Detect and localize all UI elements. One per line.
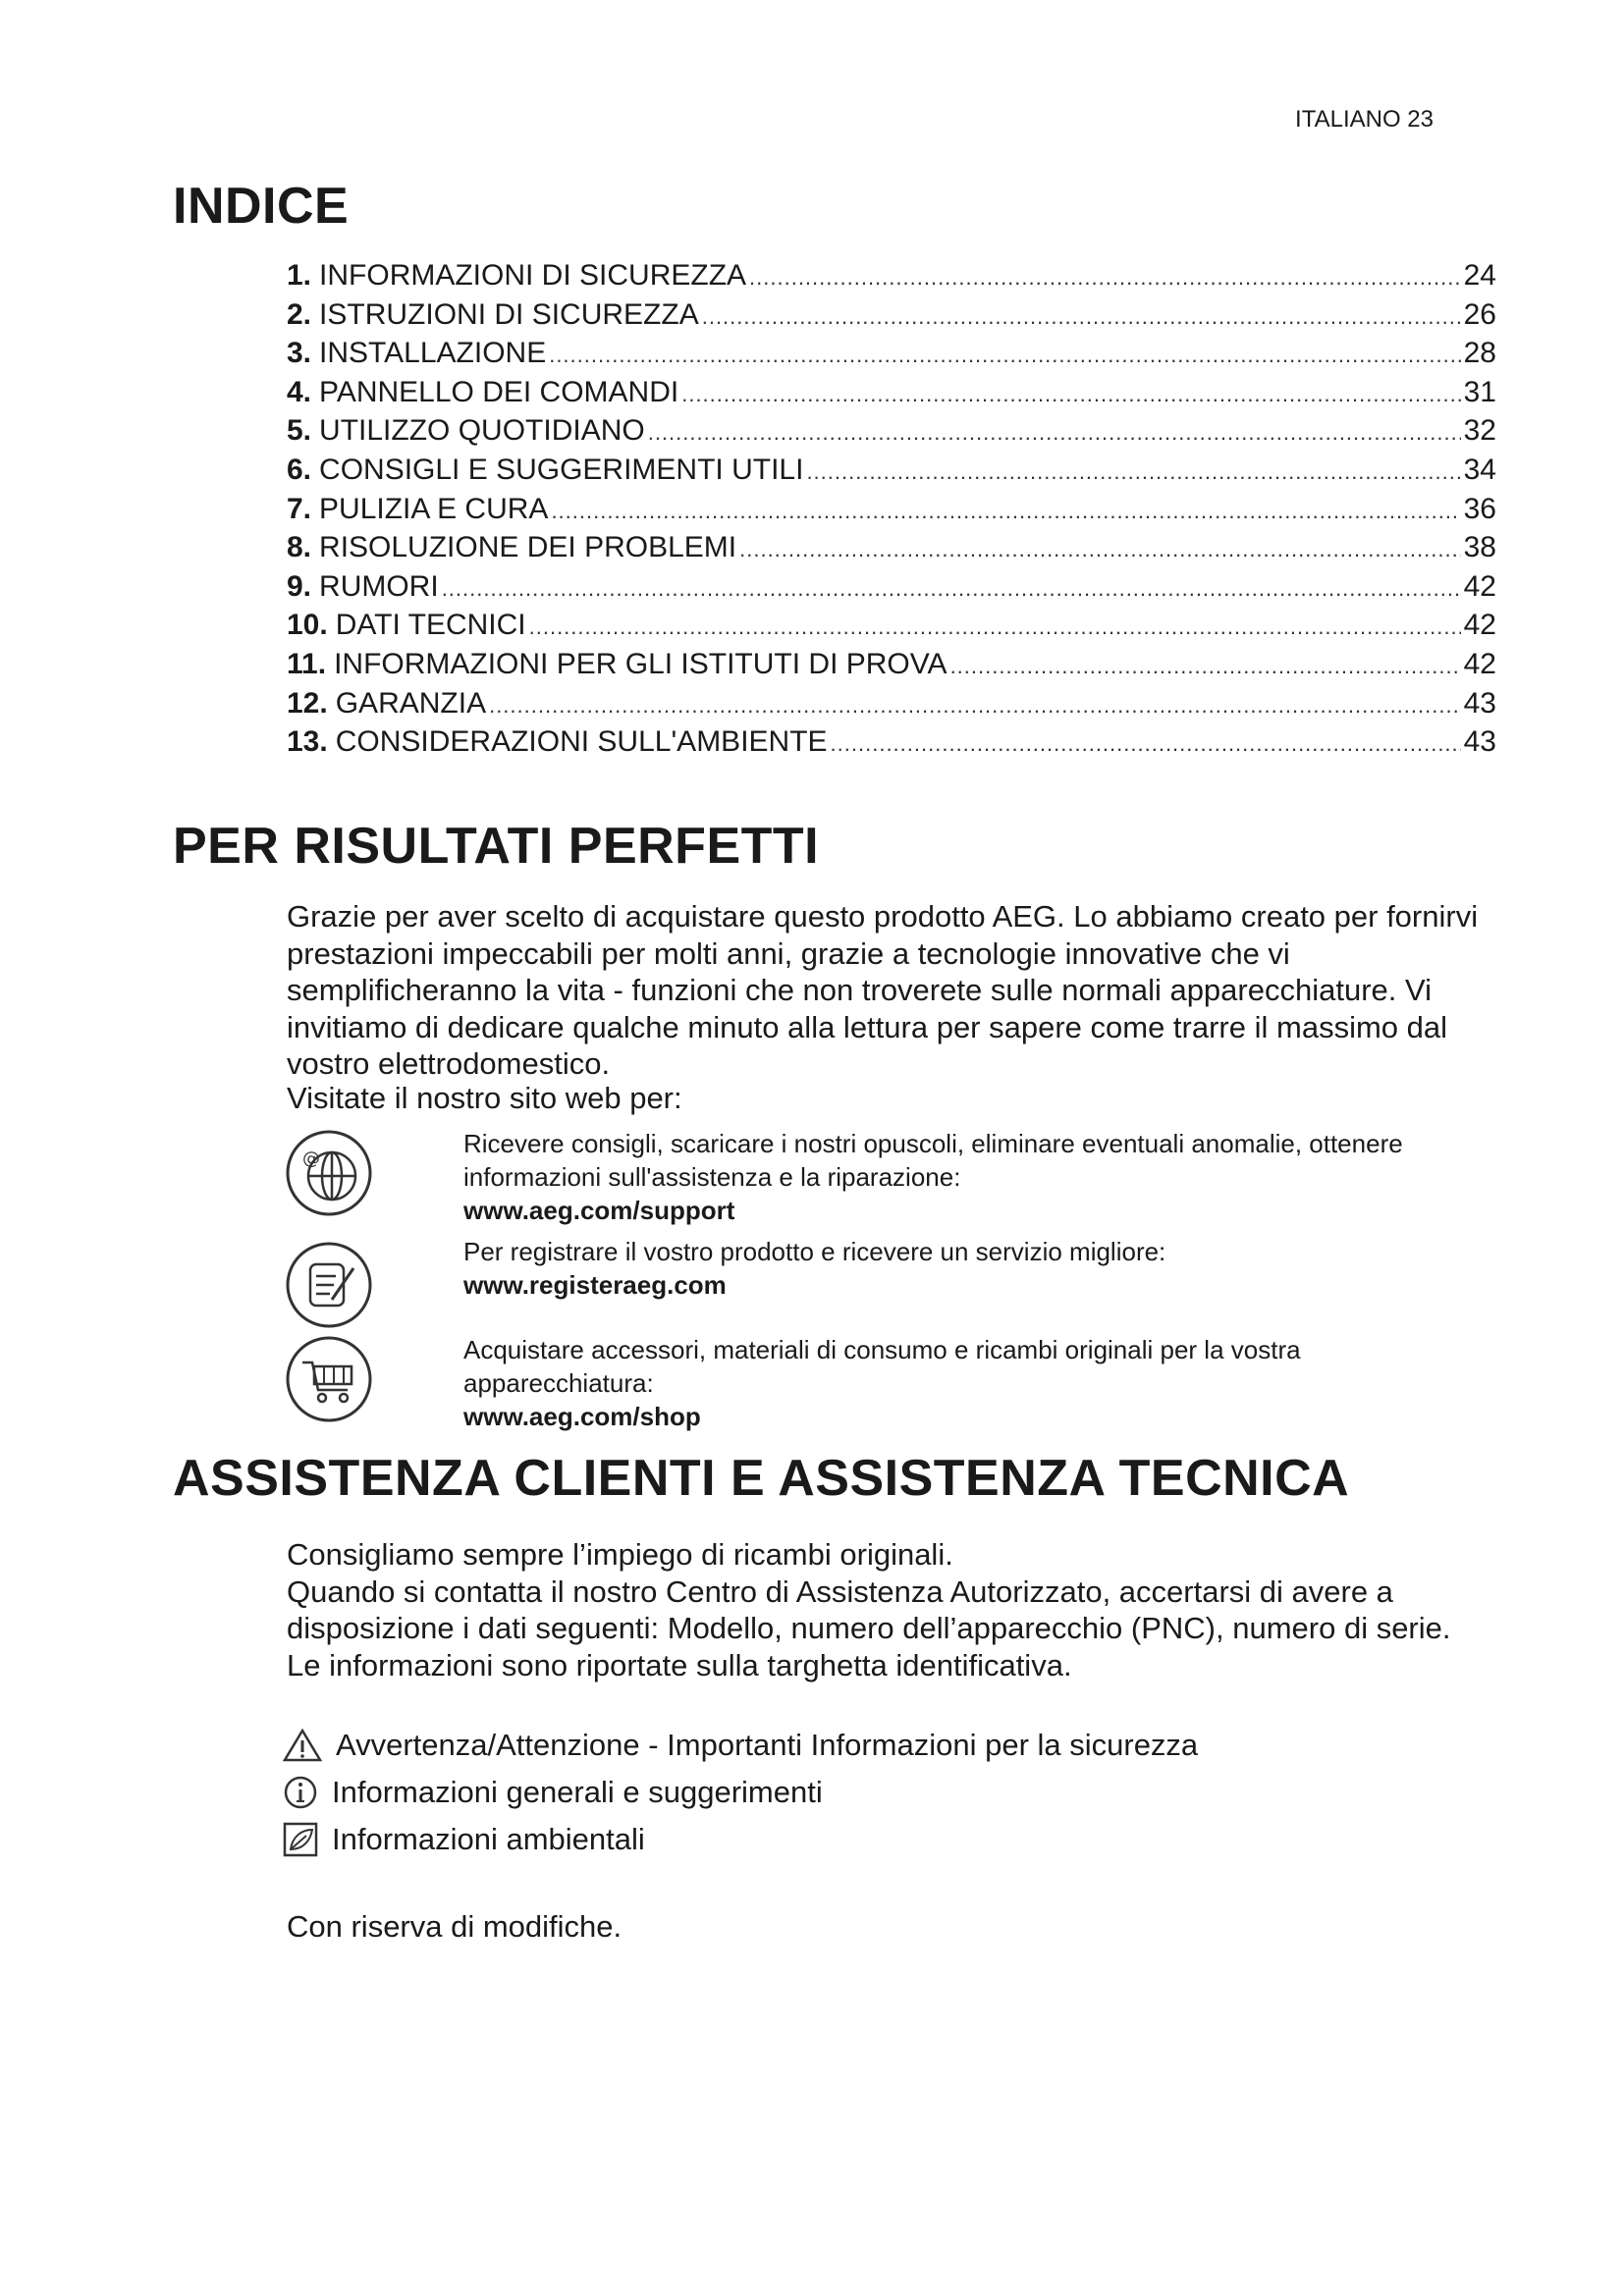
legend-info	[283, 1775, 823, 1810]
toc-dot-leader	[551, 499, 1460, 524]
page-header-label: ITALIANO 23	[1295, 106, 1434, 133]
service-description	[463, 1333, 1494, 1433]
legend-warning	[283, 1728, 1198, 1763]
toc-dot-leader	[681, 382, 1460, 407]
toc-entry-page: 38	[1463, 531, 1496, 564]
toc-entry-page: 42	[1463, 609, 1496, 642]
toc-entry-number: 6.	[287, 453, 312, 486]
intro-paragraph: Grazie per aver scelto di acquistare questo prodotto AEG. Lo abbiamo creato per fornirvi prestazioni impeccabili per molti anni, grazie a tecnologie innovative che vi semplificheranno la vita - funzioni che non troverete sulle normali apparecchiature. Vi invitiamo di dedicare qualche minuto alla lettura per sapere come trarre il massimo dal vostro elettrodomestico.	[287, 899, 1479, 1082]
toc-entry-label: GARANZIA	[335, 686, 487, 720]
toc-entry-page: 24	[1463, 259, 1496, 292]
visit-label: Visitate il nostro sito web per:	[287, 1081, 682, 1115]
leaf-icon	[283, 1822, 318, 1857]
toc-entry-page: 43	[1463, 686, 1496, 720]
toc-entry-number: 3.	[287, 337, 312, 370]
toc-entry-page: 26	[1463, 297, 1496, 331]
toc-entry-number: 12.	[287, 686, 328, 720]
toc-entry-number: 13.	[287, 725, 328, 759]
toc-entry-page: 32	[1463, 414, 1496, 448]
toc-entry-number: 5.	[287, 414, 312, 448]
toc-entry-10[interactable]	[287, 609, 1496, 648]
toc-entry-label: PANNELLO DEI COMANDI	[319, 375, 679, 408]
svg-text:@: @	[302, 1148, 320, 1169]
info-icon	[283, 1775, 318, 1810]
toc-dot-leader	[529, 614, 1461, 640]
legend-environment	[283, 1822, 645, 1857]
toc-entry-page: 31	[1463, 375, 1496, 408]
shopping-cart-icon	[285, 1335, 373, 1423]
toc-entry-label: PULIZIA E CURA	[319, 492, 549, 525]
service-text: Acquistare accessori, materiali di consumo e ricambi originali per la vostra apparecchiatura:	[463, 1335, 1301, 1398]
toc-entry-number: 1.	[287, 259, 312, 292]
toc-entry-13[interactable]	[287, 725, 1496, 765]
toc-entry-label: RISOLUZIONE DEI PROBLEMI	[319, 531, 737, 564]
toc-entry-page: 43	[1463, 725, 1496, 759]
support-title: ASSISTENZA CLIENTI E ASSISTENZA TECNICA	[173, 1450, 1350, 1507]
toc-entry-label: CONSIGLI E SUGGERIMENTI UTILI	[319, 453, 804, 486]
toc-dot-leader	[739, 537, 1461, 562]
toc-dot-leader	[806, 459, 1460, 485]
toc-entry-3[interactable]	[287, 337, 1496, 376]
toc-entry-8[interactable]	[287, 531, 1496, 570]
legend-label: Avvertenza/Attenzione - Importanti Informazioni per la sicurezza	[336, 1728, 1199, 1762]
toc-entry-5[interactable]	[287, 414, 1496, 454]
toc-entry-number: 2.	[287, 297, 312, 331]
toc-entry-4[interactable]	[287, 376, 1496, 415]
service-text: Per registrare il vostro prodotto e ricevere un servizio migliore:	[463, 1237, 1166, 1266]
toc-dot-leader	[749, 265, 1461, 291]
toc-entry-page: 28	[1463, 337, 1496, 370]
toc-entry-label: CONSIDERAZIONI SULL'AMBIENTE	[335, 725, 828, 759]
toc-entry-page: 42	[1463, 647, 1496, 680]
toc-entry-number: 9.	[287, 569, 312, 603]
legend-label: Informazioni ambientali	[332, 1822, 645, 1856]
toc-entry-label: DATI TECNICI	[335, 609, 526, 642]
toc-dot-leader	[549, 343, 1460, 368]
toc-dot-leader	[702, 304, 1461, 330]
support-paragraph: Consigliamo sempre l’impiego di ricambi originali. Quando si contatta il nostro Centro di Assistenza Autorizzato, accertarsi di avere a disposizione i dati seguenti: Modello, numero dell’apparecchio (PNC), numero di serie. Le informazioni sono riportate sulla targhetta identificativa.	[287, 1537, 1451, 1682]
toc-entry-number: 11.	[287, 647, 327, 680]
toc-entry-7[interactable]	[287, 493, 1496, 532]
toc-entry-page: 34	[1463, 453, 1496, 486]
toc-entry-page: 36	[1463, 492, 1496, 525]
toc-entry-9[interactable]	[287, 570, 1496, 610]
register-link[interactable]: www.registeraeg.com	[463, 1270, 727, 1300]
toc-entry-label: INSTALLAZIONE	[319, 337, 547, 370]
toc-entry-6[interactable]	[287, 454, 1496, 493]
warning-icon	[283, 1728, 322, 1763]
service-description	[463, 1127, 1494, 1227]
toc-entry-number: 7.	[287, 492, 312, 525]
toc-entry-label: UTILIZZO QUOTIDIANO	[319, 414, 645, 448]
toc-entry-label: ISTRUZIONI DI SICUREZZA	[319, 297, 699, 331]
toc-entry-number: 4.	[287, 375, 312, 408]
service-description	[463, 1235, 1494, 1302]
toc-dot-leader	[950, 654, 1461, 679]
shop-link[interactable]: www.aeg.com/shop	[463, 1402, 701, 1431]
toc-entry-number: 8.	[287, 531, 312, 564]
table-of-contents	[287, 259, 1496, 765]
toc-dot-leader	[831, 731, 1461, 757]
support-link[interactable]: www.aeg.com/support	[463, 1196, 735, 1225]
toc-dot-leader	[442, 576, 1461, 602]
globe-icon	[285, 1129, 373, 1217]
toc-entry-label: INFORMAZIONI PER GLI ISTITUTI DI PROVA	[334, 647, 947, 680]
toc-dot-leader	[489, 693, 1461, 719]
toc-entry-number: 10.	[287, 609, 328, 642]
legend-label: Informazioni generali e suggerimenti	[332, 1775, 823, 1809]
index-title: INDICE	[173, 178, 350, 235]
toc-entry-12[interactable]	[287, 687, 1496, 726]
toc-entry-2[interactable]	[287, 298, 1496, 338]
registration-icon	[285, 1241, 373, 1329]
toc-entry-label: RUMORI	[319, 569, 439, 603]
toc-entry-1[interactable]	[287, 259, 1496, 298]
results-title: PER RISULTATI PERFETTI	[173, 818, 820, 875]
toc-entry-label: INFORMAZIONI DI SICUREZZA	[319, 259, 747, 292]
toc-entry-11[interactable]	[287, 648, 1496, 687]
toc-dot-leader	[648, 420, 1461, 446]
footer-note: Con riserva di modifiche.	[287, 1909, 623, 1944]
toc-entry-page: 42	[1463, 569, 1496, 603]
service-text: Ricevere consigli, scaricare i nostri opuscoli, eliminare eventuali anomalie, ottenere informazioni sull'assistenza e la riparazione:	[463, 1129, 1403, 1192]
